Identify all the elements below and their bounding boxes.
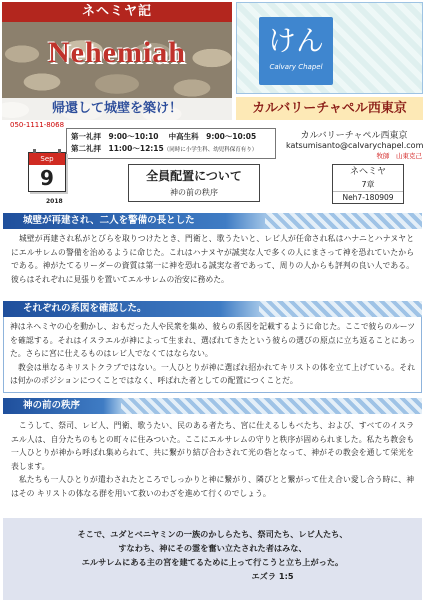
section-1-heading: 城壁が再建され、二人を警備の長とした [3,213,265,229]
phone-number: 050-1111-8068 [10,121,65,129]
quote-line-1: そこで、ユダとベニヤミンの一族のかしらたち、祭司たち、レビ人たち、 [77,529,348,539]
section-2-heading: それぞれの系図を確認した。 [3,301,259,317]
section-1-body: 城壁が再建され私がとびらを取りつけたとき、門衛と、歌うたいと、レビ人が任命され私はハナニとハナヌヤとにエルサレムの警備を治めるように命じた。これはハナヌヤが誠実な人で多くの人にまさって神を恐れていたからである。神がたてるリーダーの資質は第一に神を恐れる誠実な者であって、周りの人からも評判の良い人である。彼らはそれぞれに見張りを置いてエルサレムの治安に務めた。 [11,234,414,284]
pastor-name: 牧師 山東克己 [376,152,422,160]
quote-line-2: すなわち、神にその霊を奮い立たされた者はみな、 [118,543,307,553]
worship-schedule [66,128,276,159]
reference-code: Neh7-180909 [333,191,403,204]
quote-source: エズラ 1:5 [251,571,294,581]
series-subtitle: 帰還して城壁を築け！ [2,98,232,120]
book-banner: ネヘミヤ記 [2,2,232,22]
calendar-icon [28,152,66,192]
church-logo-panel [236,2,423,94]
sermon-title: 全員配置について [146,169,242,183]
email-link[interactable]: katsumisanto@calvarychapel.com [286,141,424,150]
section-3-heading: 神の前の秩序 [3,398,121,414]
logo-mark-icon: けん [267,24,324,57]
worship-line-2-time: 第二礼拝 11:00～12:15 [71,144,164,153]
worship-line-2 [71,143,271,156]
section-2-pattern [259,301,422,317]
calendar-day: 9 [40,166,54,190]
church-logo [259,17,333,85]
sermon-subtitle: 神の前の秩序 [170,188,218,197]
reference-chapter: 7章 [361,180,375,189]
reference-book: ネヘミヤ [349,167,386,177]
calendar-year: 2018 [46,198,63,205]
worship-line-2-note: （同時に小学生科、幼児科保育有り） [163,147,258,153]
quote-line-3: エルサレムにある主の宮を建てるために上って行こうと立ち上がった。 [81,557,344,567]
section-2 [3,301,422,393]
book-title: Nehemiah [48,36,186,69]
section-3 [3,398,422,514]
section-2-body: 神はネヘミヤの心を動かし、おもだった人や民衆を集め、彼らの系図を記載するように命じた。ここで彼らのルーツを確認する。それはイスラエルが神によって生まれ、選ばれてきたという彼らの選びの原点に立ち返ることにあった。さらに宮に仕えるものはレビ人でなくてはならない。 教会は単なるキリストクラブではない。一人ひとりが神に選ばれ招かれてキリストの体を立て上げている。それは何かのポジションにつくことではなく、呼ばれた者としての配置につくことだ。 [3,317,422,393]
church-name-banner: カルバリーチャペル西東京 [236,97,423,120]
worship-line-1: 第一礼拝 9:00～10:10 中高生科 9:00～10:05 [71,132,257,141]
section-1-pattern [265,213,422,229]
scripture-reference [332,164,404,204]
section-1 [3,213,422,304]
calendar-month: Sep [29,153,65,165]
hero-image [2,2,232,120]
section-3-pattern [121,398,422,414]
logo-text: Calvary Chapel [269,63,323,71]
section-3-body: こうして、祭司、レビ人、門衛、歌うたい、民のある者たち、宮に仕えるしもべたち、および、すべてのイスラエル人は、自分たちのもとの町々に住みついた。ここにエルサレムの守りと秩序が固められました。私たち教会も一人ひとりが神から呼ばれ集められて、共に繋がり結び合わされて光の砦となって、神がその教会を通して栄光を表します。 私たちも一人ひとりが遣わされたところでしっかりと神に繋がり、隣びとと繋がって仕え合い愛し合う時に、神はその キリストの体なる群を用いて救いのわざを進めて行くのでしょう。 [11,421,414,498]
sermon-topic [128,164,260,202]
scripture-quote [3,518,422,600]
church-name: カルバリーチャペル西東京 [300,131,408,141]
